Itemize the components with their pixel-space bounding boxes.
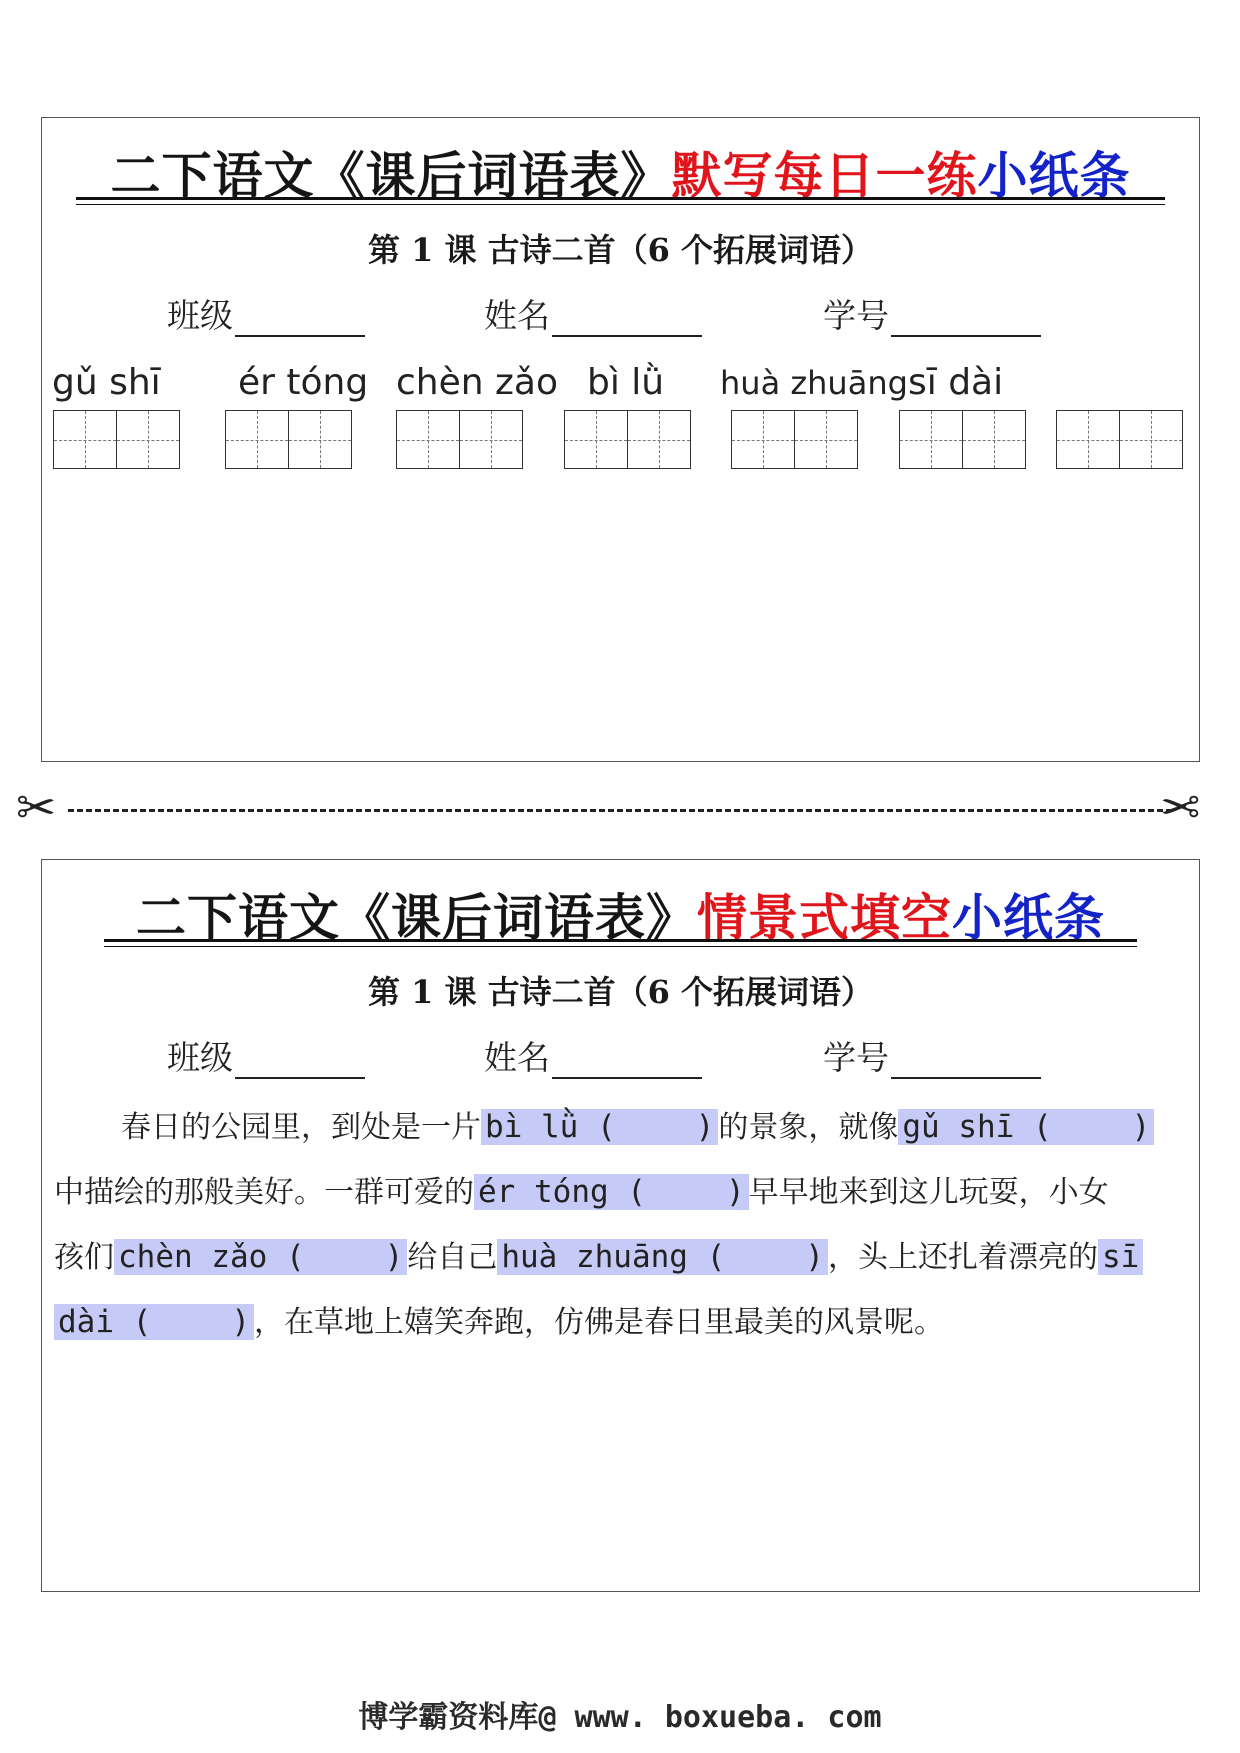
name-field[interactable]: 姓名 — [484, 1032, 702, 1079]
lesson-subtitle: 第 1 课 古诗二首（6 个拓展词语） — [367, 231, 874, 269]
pinyin-label: gǔ shī — [52, 362, 161, 403]
writing-grid[interactable] — [225, 410, 352, 469]
pinyin-label: huà zhuāng — [720, 364, 908, 402]
student-number-field[interactable]: 学号 — [823, 1032, 1041, 1079]
writing-grid[interactable] — [731, 410, 858, 469]
card-title: 二下语文《课后词语表》默写每日一练小纸条 — [110, 147, 1131, 205]
class-field[interactable]: 班级 — [167, 290, 365, 337]
pinyin-label: chèn zǎo — [396, 362, 558, 403]
writing-grid[interactable] — [396, 410, 523, 469]
class-field[interactable]: 班级 — [167, 1032, 365, 1079]
blank-gu-shi[interactable]: gǔ shī ( ) — [898, 1109, 1154, 1145]
blank-hua-zhuang[interactable]: huà zhuāng ( ) — [497, 1239, 828, 1275]
blank-er-tong[interactable]: ér tóng ( ) — [474, 1174, 749, 1210]
footer-watermark: 博学霸资料库@ www. boxueba. com — [358, 1700, 882, 1735]
lesson-subtitle: 第 1 课 古诗二首（6 个拓展词语） — [367, 973, 874, 1011]
pinyin-label: sī dài — [908, 362, 1004, 403]
pinyin-label: bì lǜ — [587, 362, 665, 403]
fill-in-card — [41, 859, 1200, 1592]
passage: 春日的公园里，到处是一片 bì lǜ ( ) 的景象，就像 gǔ shī ( ) 中描绘的那般美好。一群可爱的 ér tóng ( ) 早早地来到这儿玩耍，小女 孩们 chèn zǎo ( ) 给自己 huà zhuāng ( ) ，头上还扎着漂亮的 sī dài ( ) ，在草地上嬉笑奔跑，仿佛是春日里最美的风景呢。 — [54, 1095, 1189, 1355]
cut-line — [68, 809, 1172, 812]
pinyin-label: ér tóng — [238, 362, 369, 403]
card-title: 二下语文《课后词语表》情景式填空小纸条 — [136, 889, 1105, 947]
writing-grid[interactable] — [899, 410, 1026, 469]
blank-si-dai-start[interactable]: sī — [1098, 1239, 1143, 1275]
scissors-icon: ✂ — [16, 780, 57, 836]
blank-si-dai[interactable]: dài ( ) — [54, 1304, 254, 1340]
blank-chen-zao[interactable]: chèn zǎo ( ) — [114, 1239, 407, 1275]
writing-grid[interactable] — [53, 410, 180, 469]
title-underline — [104, 939, 1137, 947]
blank-bi-lu[interactable]: bì lǜ ( ) — [481, 1109, 718, 1145]
title-underline — [76, 197, 1165, 205]
student-number-field[interactable]: 学号 — [823, 290, 1041, 337]
writing-grid[interactable] — [1056, 410, 1183, 469]
writing-grid[interactable] — [564, 410, 691, 469]
scissors-icon: ✂ — [1160, 780, 1201, 836]
name-field[interactable]: 姓名 — [484, 290, 702, 337]
